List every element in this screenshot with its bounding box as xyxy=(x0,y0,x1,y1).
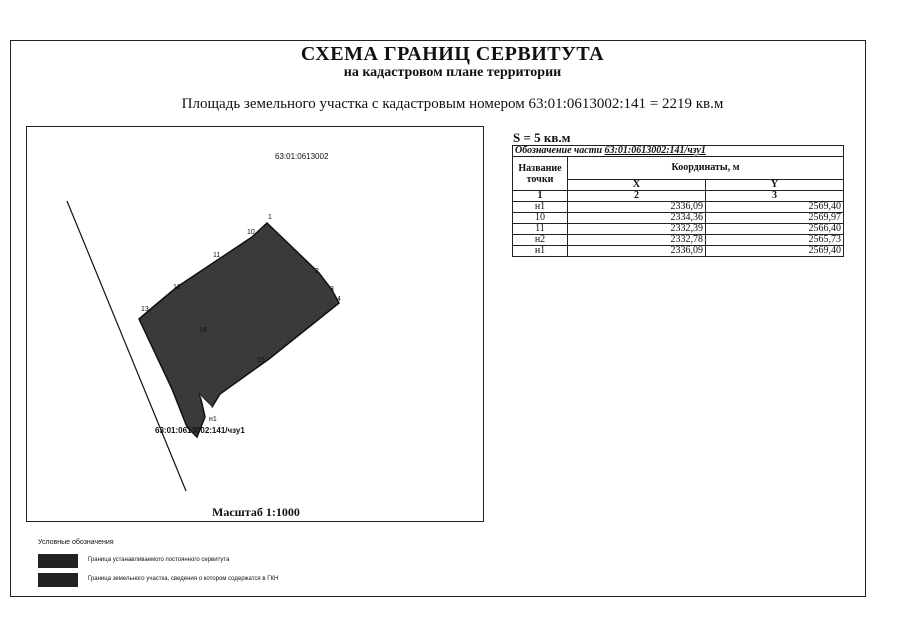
table-row: н1 2336,09 2569,40 xyxy=(513,246,844,257)
legend-swatch xyxy=(38,573,78,587)
page-title: СХЕМА ГРАНИЦ СЕРВИТУТА xyxy=(300,43,605,65)
col-point-header: Название точки xyxy=(513,157,568,191)
parcel-area-line: Площадь земельного участка с кадастровым номером 63:01:0613002:141 = 2219 кв.м xyxy=(181,96,724,112)
quarter-label: 63:01:0613002 xyxy=(275,152,329,161)
col-x-header: X xyxy=(568,180,706,191)
point-label: 15 xyxy=(257,357,265,364)
part-designation-cell: Обозначение части 63:01:0613002:141/чзу1 xyxy=(513,146,844,157)
parcel-label: 63:01:0613002:141/чзу1 xyxy=(155,426,245,435)
coordinates-table xyxy=(512,145,844,257)
legend-swatch xyxy=(38,554,78,568)
legend-title: Условные обозначения xyxy=(38,539,114,546)
index-cell: 3 xyxy=(706,191,844,202)
table-row: 10 2334,36 2569,97 xyxy=(513,213,844,224)
col-y-header: Y xyxy=(706,180,844,191)
cadastral-map xyxy=(26,126,484,522)
point-label: 10 xyxy=(247,229,255,236)
point-label: 13 xyxy=(141,306,149,313)
point-label: 2 xyxy=(315,268,319,275)
servitude-area: S = 5 кв.м xyxy=(513,130,571,145)
point-label: н1 xyxy=(209,416,217,423)
table-row: н1 2336,09 2569,40 xyxy=(513,202,844,213)
index-cell: 1 xyxy=(513,191,568,202)
legend-label: Граница земельного участка, сведения о котором содержатся в ГКН xyxy=(88,576,279,582)
map-drawing xyxy=(27,127,485,523)
point-label: 12 xyxy=(173,284,181,291)
table-row: н2 2332,78 2565,73 xyxy=(513,235,844,246)
map-scale: Масштаб 1:1000 xyxy=(212,505,300,519)
page-subtitle: на кадастровом плане территории xyxy=(343,65,562,80)
point-label: 11 xyxy=(213,252,221,259)
legend-label: Граница устанавливаемого постоянного сервитута xyxy=(88,557,230,563)
point-label: 14 xyxy=(199,327,207,334)
parcel-polygon xyxy=(139,223,339,437)
point-label: 4 xyxy=(337,296,341,303)
table-row: 11 2332,39 2566,40 xyxy=(513,224,844,235)
point-label: 1 xyxy=(268,214,272,221)
point-label: 3 xyxy=(330,286,334,293)
index-cell: 2 xyxy=(568,191,706,202)
col-coords-header: Координаты, м xyxy=(568,157,844,180)
